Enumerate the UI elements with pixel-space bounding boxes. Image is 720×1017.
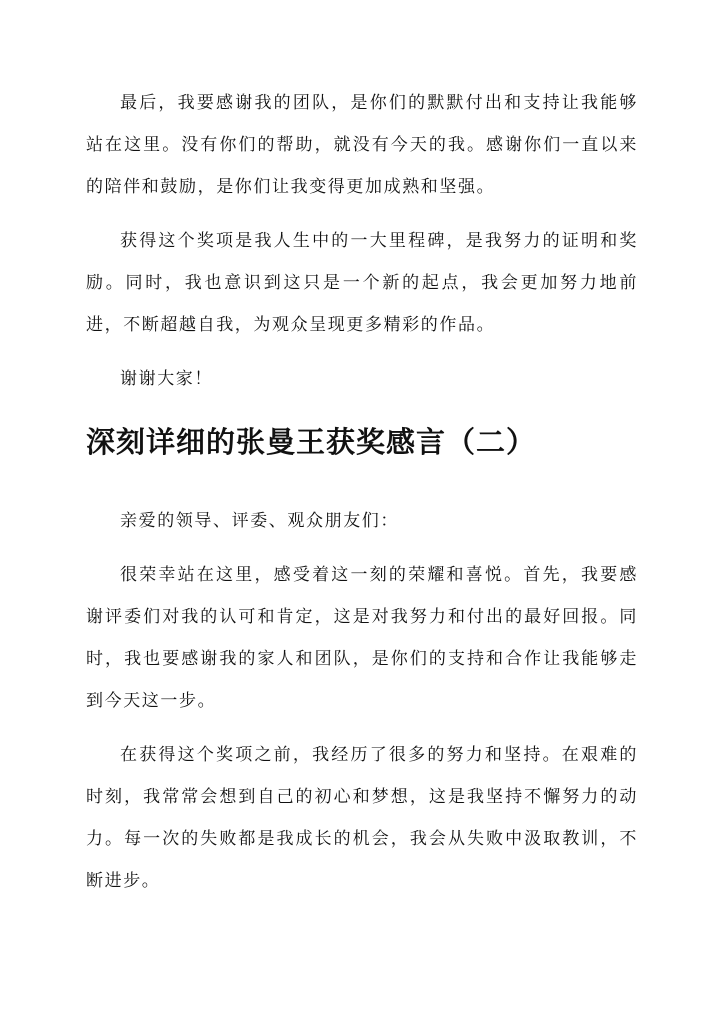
paragraph-thanks-team: 最后，我要感谢我的团队，是你们的默默付出和支持让我能够站在这里。没有你们的帮助，就没有今天的我。感谢你们一直以来的陪伴和鼓励，是你们让我变得更加成熟和坚强。 [86, 93, 638, 197]
document-page [86, 82, 638, 902]
paragraph-milestone: 获得这个奖项是我人生中的一大里程碑，是我努力的证明和奖励。同时，我也意识到这只是一个新的起点，我会更加努力地前进，不断超越自我，为观众呈现更多精彩的作品。 [86, 231, 638, 335]
section-heading: 深刻详细的张曼王获奖感言（二） [86, 425, 537, 459]
paragraph-perseverance: 在获得这个奖项之前，我经历了很多的努力和坚持。在艰难的时刻，我常常会想到自己的初心和梦想，这是我坚持不懈努力的动力。每一次的失败都是我成长的机会，我会从失败中汲取教训，不断进步。 [86, 745, 638, 891]
paragraph-greeting: 亲爱的领导、评委、观众朋友们： [120, 511, 399, 531]
paragraph-thank-you: 谢谢大家！ [120, 369, 213, 389]
paragraph-honored: 很荣幸站在这里，感受着这一刻的荣耀和喜悦。首先，我要感谢评委们对我的认可和肯定，这是对我努力和付出的最好回报。同时，我也要感谢我的家人和团队，是你们的支持和合作让我能够走到今天这一步。 [86, 565, 638, 711]
